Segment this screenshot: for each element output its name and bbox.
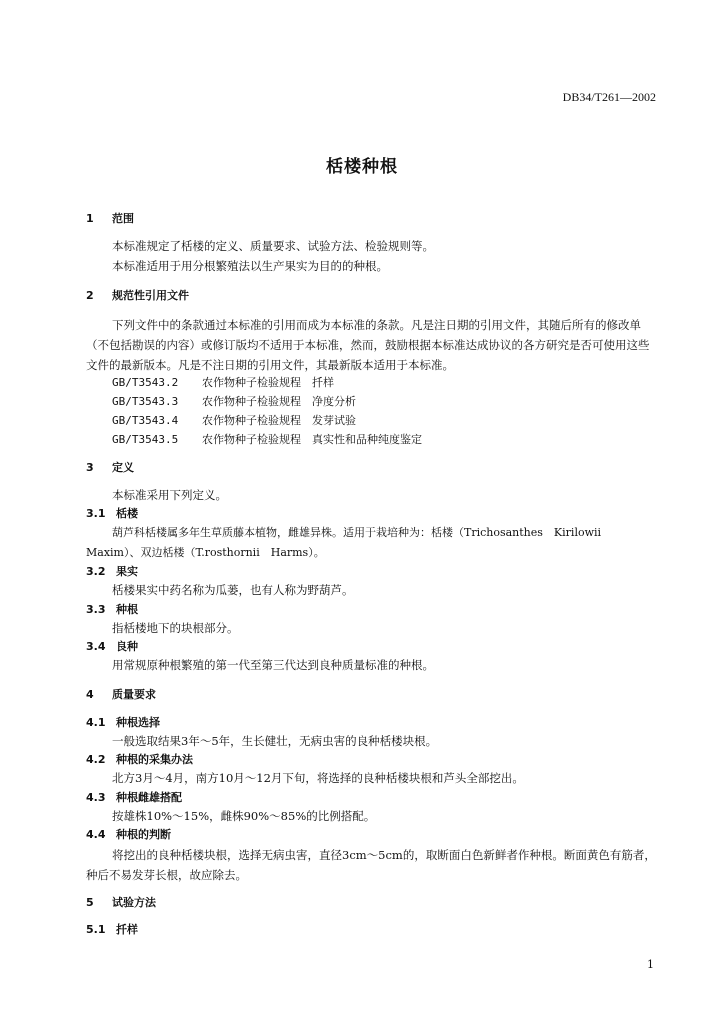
requirement-text: 一般选取结果3年～5年，生长健壮，无病虫害的良种栝楼块根。 [112, 734, 438, 748]
section-3-heading [86, 460, 134, 476]
subsection-4-4-heading [86, 827, 171, 843]
subsection-3-3-heading [86, 602, 138, 618]
subsection-title: 种根的采集办法 [116, 753, 193, 766]
section-number: 4 [86, 688, 94, 701]
section-2-heading [86, 288, 189, 304]
document-title: 栝楼种根 [326, 157, 398, 177]
subsection-title: 种根 [116, 603, 138, 616]
subsection-4-1-heading [86, 715, 160, 731]
subsection-number: 3.3 [86, 603, 106, 616]
reference-item [112, 374, 334, 390]
requirement-text: 北方3月～4月，南方10月～12月下旬，将选择的良种栝楼块根和芦头全部挖出。 [112, 771, 524, 785]
subsection-number: 4.2 [86, 753, 106, 766]
subsection-3-1-heading [86, 506, 138, 522]
subsection-title: 果实 [116, 565, 138, 578]
requirement-text: 按雄株10%～15%，雌株90%～85%的比例搭配。 [112, 809, 376, 823]
subsection-number: 4.4 [86, 828, 106, 841]
reference-code: GB/T3543.2 [112, 376, 179, 389]
reference-name: 农作物种子检验规程 扦样 [202, 376, 334, 389]
page-number: 1 [647, 958, 654, 971]
definition-text: 用常规原种根繁殖的第一代至第三代达到良种质量标准的种根。 [112, 658, 434, 672]
section-title: 范围 [112, 212, 134, 225]
subsection-number: 5.1 [86, 923, 106, 936]
subsection-title: 种根雌雄搭配 [116, 791, 182, 804]
section-number: 5 [86, 896, 94, 909]
subsection-4-2-heading [86, 752, 193, 768]
subsection-title: 扦样 [116, 923, 138, 936]
requirement-paragraph: 将挖出的良种栝楼块根，选择无病虫害，直径3cm～5cm的，取断面白色新鲜者作种根。断面黄色有筋者，种后不易发芽长根，故应除去。 [86, 848, 656, 882]
subsection-title: 种根的判断 [116, 828, 171, 841]
subsection-number: 3.4 [86, 640, 106, 653]
reference-code: GB/T3543.4 [112, 414, 179, 427]
definition-text: 栝楼果实中药名称为瓜蒌，也有人称为野葫芦。 [112, 583, 354, 597]
reference-item [112, 393, 356, 409]
subsection-title: 种根选择 [116, 716, 160, 729]
section-title: 质量要求 [112, 688, 156, 701]
section-title: 规范性引用文件 [112, 289, 189, 302]
subsection-number: 3.1 [86, 507, 106, 520]
reference-name: 农作物种子检验规程 净度分析 [202, 395, 356, 408]
subsection-title: 栝楼 [116, 507, 138, 520]
standard-code: DB34/T261—2002 [562, 90, 656, 104]
section-4-heading [86, 687, 156, 703]
reference-code: GB/T3543.3 [112, 395, 179, 408]
normative-references-paragraph: 下列文件中的条款通过本标准的引用而成为本标准的条款。凡是注日期的引用文件，其随后所有的修改单（不包括勘误的内容）或修订版均不适用于本标准，然而，鼓励根据本标准达成协议的各方研究是否可使用这些文件的最新版本。凡是不注日期的引用文件，其最新版本适用于本标准。 [86, 318, 650, 372]
subsection-number: 3.2 [86, 565, 106, 578]
subsection-number: 4.3 [86, 791, 106, 804]
section-number: 1 [86, 212, 94, 225]
definitions-intro: 本标准采用下列定义。 [112, 488, 227, 502]
section-title: 定义 [112, 461, 134, 474]
scope-paragraph-2: 本标准适用于用分根繁殖法以生产果实为目的的种根。 [112, 259, 388, 273]
reference-item [112, 412, 356, 428]
definition-text-line-2: Maxim）、双边栝楼（T.rosthornii Harms）。 [86, 546, 325, 559]
subsection-5-1-heading [86, 922, 138, 938]
section-1-heading [86, 211, 134, 227]
reference-name: 农作物种子检验规程 发芽试验 [202, 414, 356, 427]
section-number: 3 [86, 461, 94, 474]
reference-name: 农作物种子检验规程 真实性和品种纯度鉴定 [202, 433, 422, 446]
section-5-heading [86, 895, 156, 911]
subsection-3-4-heading [86, 639, 138, 655]
subsection-3-2-heading [86, 564, 138, 580]
subsection-number: 4.1 [86, 716, 106, 729]
subsection-4-3-heading [86, 790, 182, 806]
reference-item [112, 431, 422, 447]
definition-text-line-1: 葫芦科栝楼属多年生草质藤本植物，雌雄异株。适用于栽培种为：栝楼（Trichosanthes Kirilowii [112, 526, 602, 539]
scope-paragraph-1: 本标准规定了栝楼的定义、质量要求、试验方法、检验规则等。 [112, 239, 434, 253]
reference-code: GB/T3543.5 [112, 433, 179, 446]
section-title: 试验方法 [112, 896, 156, 909]
subsection-title: 良种 [116, 640, 138, 653]
definition-text: 指栝楼地下的块根部分。 [112, 621, 239, 635]
section-number: 2 [86, 289, 94, 302]
